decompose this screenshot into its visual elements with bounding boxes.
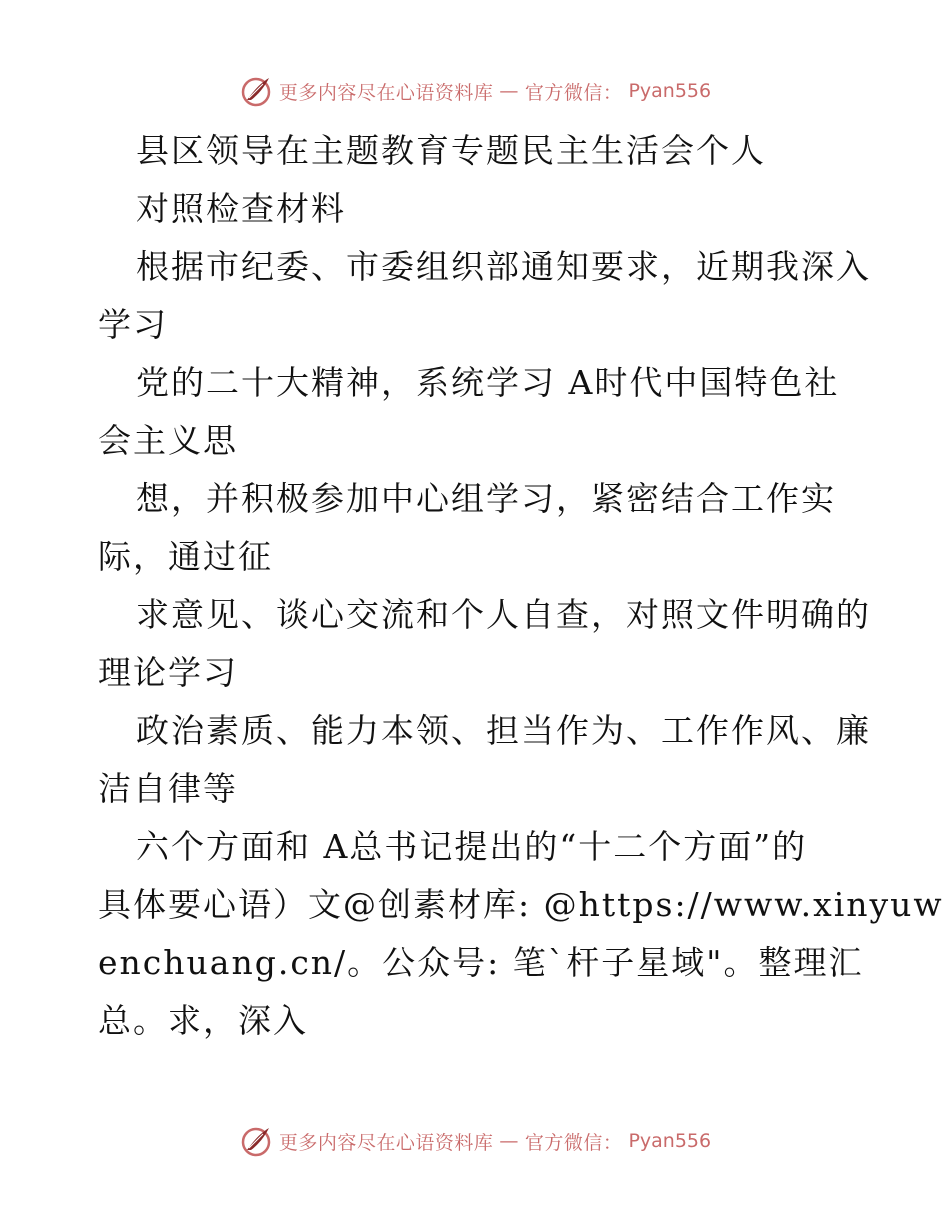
- header-banner: [0, 71, 950, 111]
- document-line: 想，并积极参加中心组学习，紧密结合工作实: [136, 479, 836, 518]
- document-line: 六个方面和 A总书记提出的“十二个方面”的: [136, 827, 808, 866]
- document-line: 根据市纪委、市委组织部通知要求，近期我深入: [136, 247, 871, 286]
- document-line: 县区领导在主题教育专题民主生活会个人: [136, 131, 766, 170]
- header-brand-text: 更多内容尽在心语资料库: [278, 81, 494, 104]
- document-line: 际，通过征: [98, 537, 273, 576]
- document-line: 党的二十大精神，系统学习 A时代中国特色社: [136, 363, 840, 402]
- document-line: 对照检查材料: [136, 189, 346, 228]
- document-line: 具体要心语）文@创素材库: @https://www.xinyuw: [98, 885, 944, 924]
- document-line: enchuang.cn/。公众号: 笔`杆子星域"。整理汇: [98, 943, 864, 982]
- header-wechat-id: Pyan556: [628, 80, 712, 102]
- document-line: 理论学习: [98, 653, 238, 692]
- footer-wechat-label: 官方微信：: [524, 1131, 623, 1154]
- header-wechat-label: 官方微信：: [524, 81, 623, 104]
- footer-banner: [0, 1121, 950, 1161]
- document-line: 总。求，深入: [98, 1001, 308, 1040]
- document-line: 学习: [98, 305, 168, 344]
- header-separator: —: [499, 80, 519, 102]
- footer-banner-inner: [239, 1124, 711, 1158]
- document-line: 求意见、谈心交流和个人自查，对照文件明确的: [136, 595, 871, 634]
- footer-wechat-id: Pyan556: [628, 1130, 712, 1152]
- footer-separator: —: [499, 1130, 519, 1152]
- quill-logo-icon: [239, 1124, 273, 1158]
- header-banner-inner: [239, 74, 711, 108]
- document-body: [98, 122, 944, 1050]
- quill-logo-icon: [239, 74, 273, 108]
- footer-brand-text: 更多内容尽在心语资料库: [278, 1131, 494, 1154]
- document-line: 政治素质、能力本领、担当作为、工作作风、廉: [136, 711, 871, 750]
- document-line: 会主义思: [98, 421, 238, 460]
- document-line: 洁自律等: [98, 769, 238, 808]
